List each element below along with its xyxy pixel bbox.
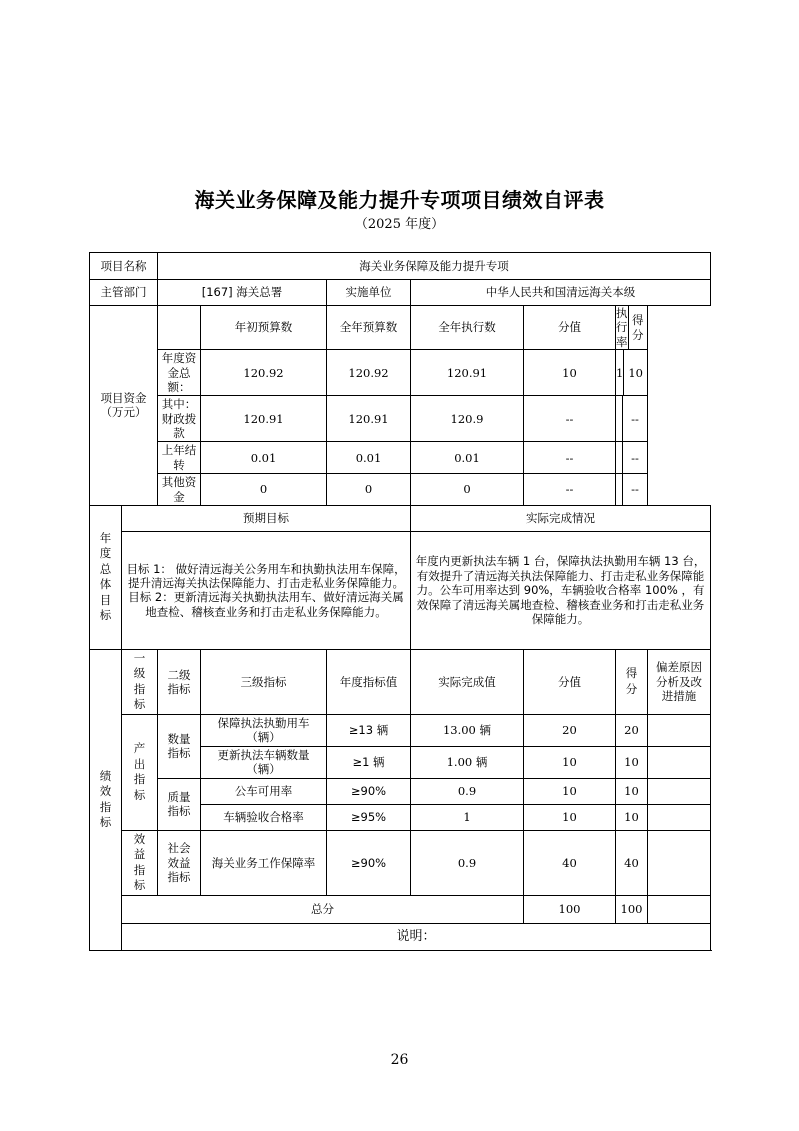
fund-row-rate xyxy=(616,474,623,505)
performance-label-text: 绩效指标 xyxy=(99,768,112,830)
indicator-score: 40 xyxy=(616,830,648,895)
expected-goal-header: 预期目标 xyxy=(122,505,411,531)
funds-header-annual: 全年预算数 xyxy=(327,306,411,350)
perf-header-actual: 实际完成值 xyxy=(411,649,524,714)
indicator-actual: 0.9 xyxy=(411,830,524,895)
level2-quality-text: 质量指标 xyxy=(167,790,191,819)
self-evaluation-table xyxy=(89,252,711,951)
level2-quantity-text: 数量指标 xyxy=(167,732,191,761)
funds-header-score-cell: 得分 xyxy=(632,313,644,342)
indicator-actual: 1 xyxy=(411,804,524,830)
perf-header-score xyxy=(616,649,648,714)
total-label: 总分 xyxy=(122,896,524,924)
fund-row-executed: 120.9 xyxy=(411,396,524,442)
fund-row-score: -- xyxy=(631,450,639,465)
page-number: 26 xyxy=(390,1052,409,1068)
total-score-value: 100 xyxy=(524,896,616,924)
indicator-score: 10 xyxy=(616,778,648,804)
indicator-score-value: 10 xyxy=(524,778,616,804)
fund-row-annual: 0 xyxy=(327,474,411,506)
actual-result-content: 年度内更新执法车辆 1 台，保障执法执勤用车辆 13 台，有效提升了清远海关执法保障能力、打击走私业务保障能力。公车可用率达到 90%，车辆验收合格率 100% ，有效保障了清远海关属地查检、稽核查业务和打击走私业务保障能力。 xyxy=(415,554,706,626)
perf-header-deviation-text: 偏差原因分析及改进措施 xyxy=(656,660,703,704)
fund-row-score-value: -- xyxy=(524,474,616,506)
indicator-name: 车辆验收合格率 xyxy=(201,804,327,830)
funds-header-blank xyxy=(158,306,201,350)
fund-row-label: 年度资金总额： xyxy=(158,350,201,396)
note-label: 说明： xyxy=(122,924,711,951)
level1-output xyxy=(122,714,158,830)
funds-label: 项目资金（万元） xyxy=(90,306,158,506)
fund-row-rate-score xyxy=(616,474,648,506)
fund-row-score-value: -- xyxy=(524,396,616,442)
fund-row-initial: 0.01 xyxy=(201,442,327,474)
indicator-target: ≥13 辆 xyxy=(327,714,411,746)
indicator-score-value: 10 xyxy=(524,746,616,778)
fund-row-rate xyxy=(616,396,623,441)
indicator-target: ≥90% xyxy=(327,778,411,804)
fund-row-rate xyxy=(616,442,623,473)
indicator-deviation xyxy=(648,830,711,895)
fund-row-score-value: 10 xyxy=(524,350,616,396)
indicator-target: ≥95% xyxy=(327,804,411,830)
indicator-score: 10 xyxy=(616,746,648,778)
fund-row-label: 其他资金 xyxy=(158,474,201,506)
fund-row-label: 其中：财政拨款 xyxy=(158,396,201,442)
fund-row-score: -- xyxy=(631,411,639,426)
indicator-score-value: 40 xyxy=(524,830,616,895)
indicator-deviation xyxy=(648,804,711,830)
project-name-label: 项目名称 xyxy=(90,253,158,280)
indicator-name: 保障执法执勤用车（辆） xyxy=(201,714,327,746)
dept-value: [167] 海关总署 xyxy=(158,280,327,306)
fund-row-rate-score xyxy=(616,442,648,474)
indicator-target: ≥90% xyxy=(327,830,411,895)
dept-label: 主管部门 xyxy=(90,280,158,306)
unit-value: 中华人民共和国清远海关本级 xyxy=(411,280,711,306)
total-score: 100 xyxy=(616,896,648,924)
perf-header-deviation xyxy=(648,649,711,714)
level2-quantity xyxy=(158,714,201,778)
actual-result-header: 实际完成情况 xyxy=(411,505,711,531)
funds-header-executed: 全年执行数 xyxy=(411,306,524,350)
perf-header-target: 年度指标值 xyxy=(327,649,411,714)
fund-row-executed: 0 xyxy=(411,474,524,506)
perf-header-level2 xyxy=(158,649,201,714)
project-name-value: 海关业务保障及能力提升专项 xyxy=(158,253,711,280)
indicator-deviation xyxy=(648,746,711,778)
funds-header-rate-score xyxy=(616,306,648,350)
fund-row-executed: 120.91 xyxy=(411,350,524,396)
indicator-name: 更新执法车辆数量（辆） xyxy=(201,746,327,778)
fund-row-score: -- xyxy=(631,482,639,497)
fund-row-score: 10 xyxy=(628,365,643,380)
level1-benefit-text: 效益指标 xyxy=(133,831,146,893)
indicator-score: 20 xyxy=(616,714,648,746)
perf-header-level1 xyxy=(122,649,158,714)
indicator-deviation xyxy=(648,778,711,804)
perf-header-level3: 三级指标 xyxy=(201,649,327,714)
level1-output-text: 产出指标 xyxy=(133,741,146,802)
funds-header-score-value: 分值 xyxy=(524,306,616,350)
fund-row-rate-score xyxy=(616,350,648,396)
funds-header-rate-cell: 执行率 xyxy=(616,306,628,349)
perf-header-level2-text: 二级指标 xyxy=(167,667,191,696)
year-subtitle: （2025 年度） xyxy=(354,217,445,232)
performance-label xyxy=(90,649,122,950)
perf-header-score-value: 分值 xyxy=(524,649,616,714)
fund-row-initial: 120.92 xyxy=(201,350,327,396)
indicator-name: 海关业务工作保障率 xyxy=(201,830,327,895)
indicator-score-value: 20 xyxy=(524,714,616,746)
fund-row-initial: 120.91 xyxy=(201,396,327,442)
indicator-score: 10 xyxy=(616,804,648,830)
page-title: 海关业务保障及能力提升专项项目绩效自评表 xyxy=(194,188,605,212)
fund-row-annual: 120.91 xyxy=(327,396,411,442)
goals-label xyxy=(90,505,122,649)
indicator-actual: 1.00 辆 xyxy=(411,746,524,778)
indicator-actual: 13.00 辆 xyxy=(411,714,524,746)
funds-header-initial: 年初预算数 xyxy=(201,306,327,350)
fund-row-rate-score xyxy=(616,396,648,442)
fund-row-annual: 120.92 xyxy=(327,350,411,396)
indicator-target: ≥1 辆 xyxy=(327,746,411,778)
goals-label-text: 年度总体目标 xyxy=(99,530,112,623)
fund-row-initial: 0 xyxy=(201,474,327,506)
level2-social xyxy=(158,830,201,895)
fund-row-score-value: -- xyxy=(524,442,616,474)
indicator-deviation xyxy=(648,714,711,746)
perf-header-score-text: 得分 xyxy=(625,666,638,696)
actual-result-text xyxy=(411,531,711,649)
expected-goal-content: 目标 1： 做好清远海关公务用车和执勤执法用车保障，提升清远海关执法保障能力、打击走私业务保障能力。 目标 2：更新清远海关执勤执法用车、做好清远海关属地查检、稽核查业务和打击走私业务保障能力。 xyxy=(126,561,406,619)
total-deviation xyxy=(648,896,711,924)
unit-label: 实施单位 xyxy=(327,280,411,306)
fund-row-executed: 0.01 xyxy=(411,442,524,474)
fund-row-rate: 1 xyxy=(616,350,624,395)
indicator-score-value: 10 xyxy=(524,804,616,830)
level2-social-text: 社会效益指标 xyxy=(167,841,191,885)
expected-goal-text xyxy=(122,531,411,649)
indicator-actual: 0.9 xyxy=(411,778,524,804)
level2-quality xyxy=(158,778,201,830)
level1-benefit xyxy=(122,830,158,895)
perf-header-level1-text: 一级指标 xyxy=(133,650,146,712)
fund-row-label: 上年结转 xyxy=(158,442,201,474)
fund-row-annual: 0.01 xyxy=(327,442,411,474)
indicator-name: 公车可用率 xyxy=(201,778,327,804)
